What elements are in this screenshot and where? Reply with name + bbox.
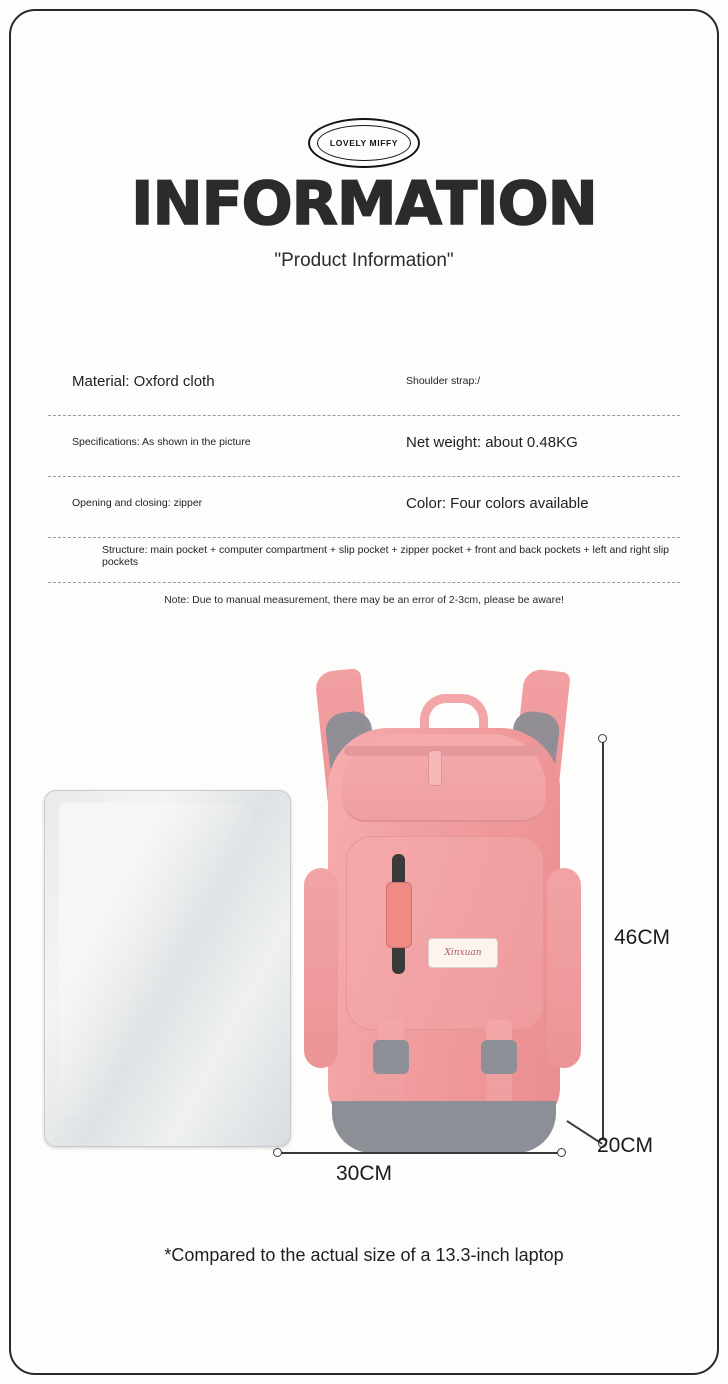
table-row (48, 477, 680, 538)
bottom-panel (332, 1101, 556, 1153)
page-subtitle: "Product Information" (274, 250, 454, 271)
spec-shoulder-strap: Shoulder strap:/ (406, 375, 481, 387)
width-dimension-label: 30CM (335, 1162, 393, 1185)
spec-color: Color: Four colors available (406, 494, 589, 512)
backpack-image (300, 668, 585, 1153)
table-row (48, 355, 680, 416)
product-photo-area (0, 650, 728, 1185)
buckle-right (481, 1040, 517, 1074)
table-row (48, 416, 680, 477)
top-handle (420, 694, 488, 729)
specification-table (48, 355, 680, 583)
brand-logo (0, 118, 728, 173)
depth-dimension-label: 20CM (597, 1134, 654, 1157)
measurement-note: Note: Due to manual measurement, there may be an error of 2-3cm, please be aware! (164, 594, 564, 606)
spec-opening-closing: Opening and closing: zipper (72, 497, 203, 509)
spec-material: Material: Oxford cloth (72, 372, 215, 390)
logo-label: LOVELY MIFFY (329, 138, 399, 148)
spec-specifications: Specifications: As shown in the picture (72, 436, 251, 448)
top-zipper (344, 746, 544, 756)
width-dimension-endpoint-left (273, 1148, 282, 1157)
buckle-left (373, 1040, 409, 1074)
height-dimension-line (602, 738, 604, 1143)
logo-oval-icon (308, 118, 420, 168)
height-dimension-endpoint-top (598, 734, 607, 743)
front-zipper-pull (386, 882, 412, 948)
side-pocket-left (304, 868, 338, 1068)
top-zipper-pull (428, 750, 442, 786)
brand-tag: Xinxuan (428, 938, 498, 968)
front-pocket (346, 836, 544, 1030)
comparison-footnote: *Compared to the actual size of a 13.3-inch laptop (164, 1245, 564, 1265)
table-row (48, 538, 680, 583)
width-dimension-line (277, 1152, 565, 1154)
height-dimension-label: 46CM (614, 926, 671, 949)
spec-net-weight: Net weight: about 0.48KG (406, 433, 578, 451)
spec-structure: Structure: main pocket + computer compartment + slip pocket + zipper pocket + front and back pockets + left and right slip pockets (102, 544, 669, 568)
width-dimension-endpoint-right (557, 1148, 566, 1157)
side-pocket-right (547, 868, 581, 1068)
page-title: INFORMATION (131, 169, 597, 239)
laptop-reference-image (44, 790, 291, 1147)
